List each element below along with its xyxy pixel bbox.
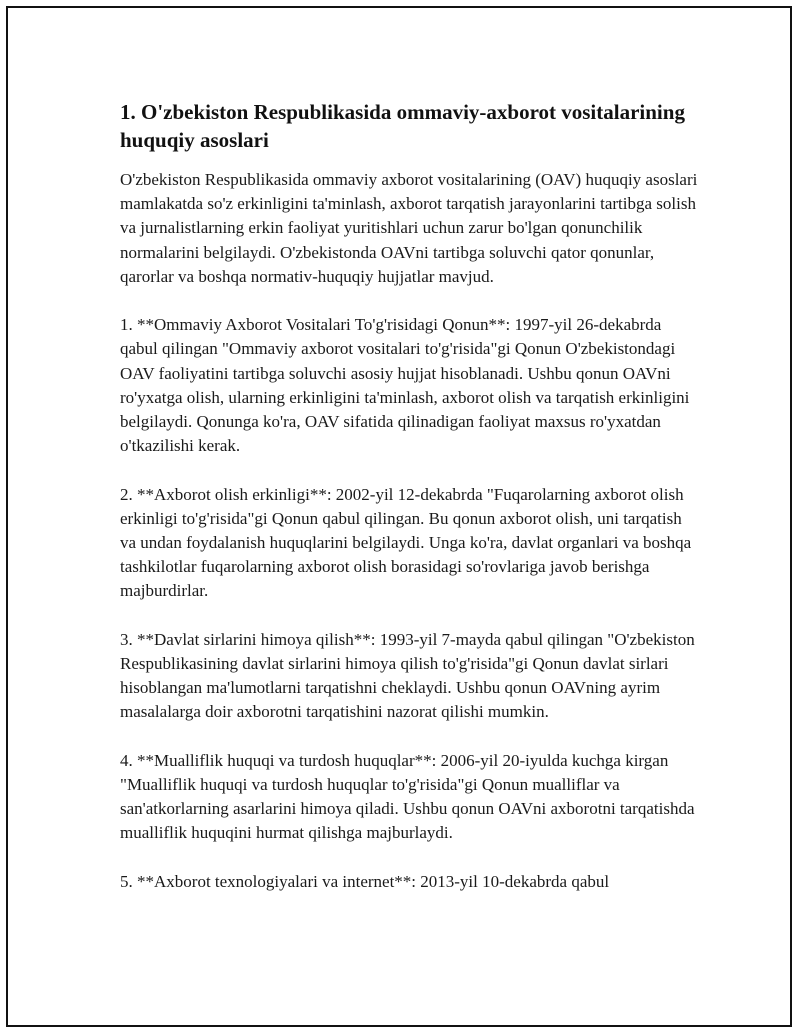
paragraph-item-3: 3. **Davlat sirlarini himoya qilish**: 1993-yil 7-mayda qabul qilingan "O'zbekiston Respublikasining davlat sirlarini himoya qilish to'g'risida"gi Qonun davlat sirlari hisoblangan ma'lumotlarni tarqatishni cheklaydi. Ushbu qonun OAVning ayrim masalalarga doir axborotni tarqatishini nazorat qilishi mumkin. — [120, 629, 695, 722]
paragraph-intro: O'zbekiston Respublikasida ommaviy axborot vositalarining (OAV) huquqiy asoslari mamlakatda so'z erkinligini ta'minlash, axborot tarqatish jarayonlarini tartibga solish va jurnalistlarning erkin faoliyat yuritishlari uchun zarur bo'lgan qonunchilik normalarini belgilaydi. O'zbekistonda OAVni tartibga soluvchi qator qonunlar, qarorlar va boshqa normativ-huquqiy hujjatlar mavjud. — [120, 170, 698, 286]
paragraph-item-5: 5. **Axborot texnologiyalari va internet**: 2013-yil 10-dekabrda qabul — [120, 871, 610, 891]
document-content — [120, 98, 700, 894]
paragraph-item-4: 4. **Mualliflik huquqi va turdosh huquqlar**: 2006-yil 20-iyulda kuchga kirgan "Mualliflik huquqi va turdosh huquqlar to'g'risida"gi Qonun mualliflar va san'atkorlarning asarlarini himoya qiladi. Ushbu qonun OAVni axborotni tarqatishda mualliflik huquqini hurmat qilishga majburlaydi. — [120, 750, 695, 843]
paragraph-item-2: 2. **Axborot olish erkinligi**: 2002-yil 12-dekabrda "Fuqarolarning axborot olish erkinligi to'g'risida"gi Qonun qabul qilingan. Bu qonun axborot olish, uni tarqatish va undan foydalanish huquqlarini belgilaydi. Unga ko'ra, davlat organlari va boshqa tashkilotlar fuqarolarning axborot olish borasidagi so'rovlariga javob berishga majburdirlar. — [120, 484, 692, 601]
document-page — [6, 6, 792, 1027]
section-title: 1. O'zbekiston Respublikasida ommaviy-axborot vositalarining huquqiy asoslari — [120, 100, 685, 152]
paragraph-item-1: 1. **Ommaviy Axborot Vositalari To'g'risidagi Qonun**: 1997-yil 26-dekabrda qabul qilingan "Ommaviy axborot vositalari to'g'risida"gi Qonun O'zbekistondagi OAV faoliyatini tartibga soluvchi asosiy hujjat hisoblanadi. Ushbu qonun OAVni ro'yxatga olish, ularning erkinligini ta'minlash, axborot olish va tarqatish erkinligini belgilaydi. Qonunga ko'ra, OAV sifatida qilinadigan faoliyat maxsus ro'yxatdan o'tkazilishi kerak. — [120, 315, 690, 456]
